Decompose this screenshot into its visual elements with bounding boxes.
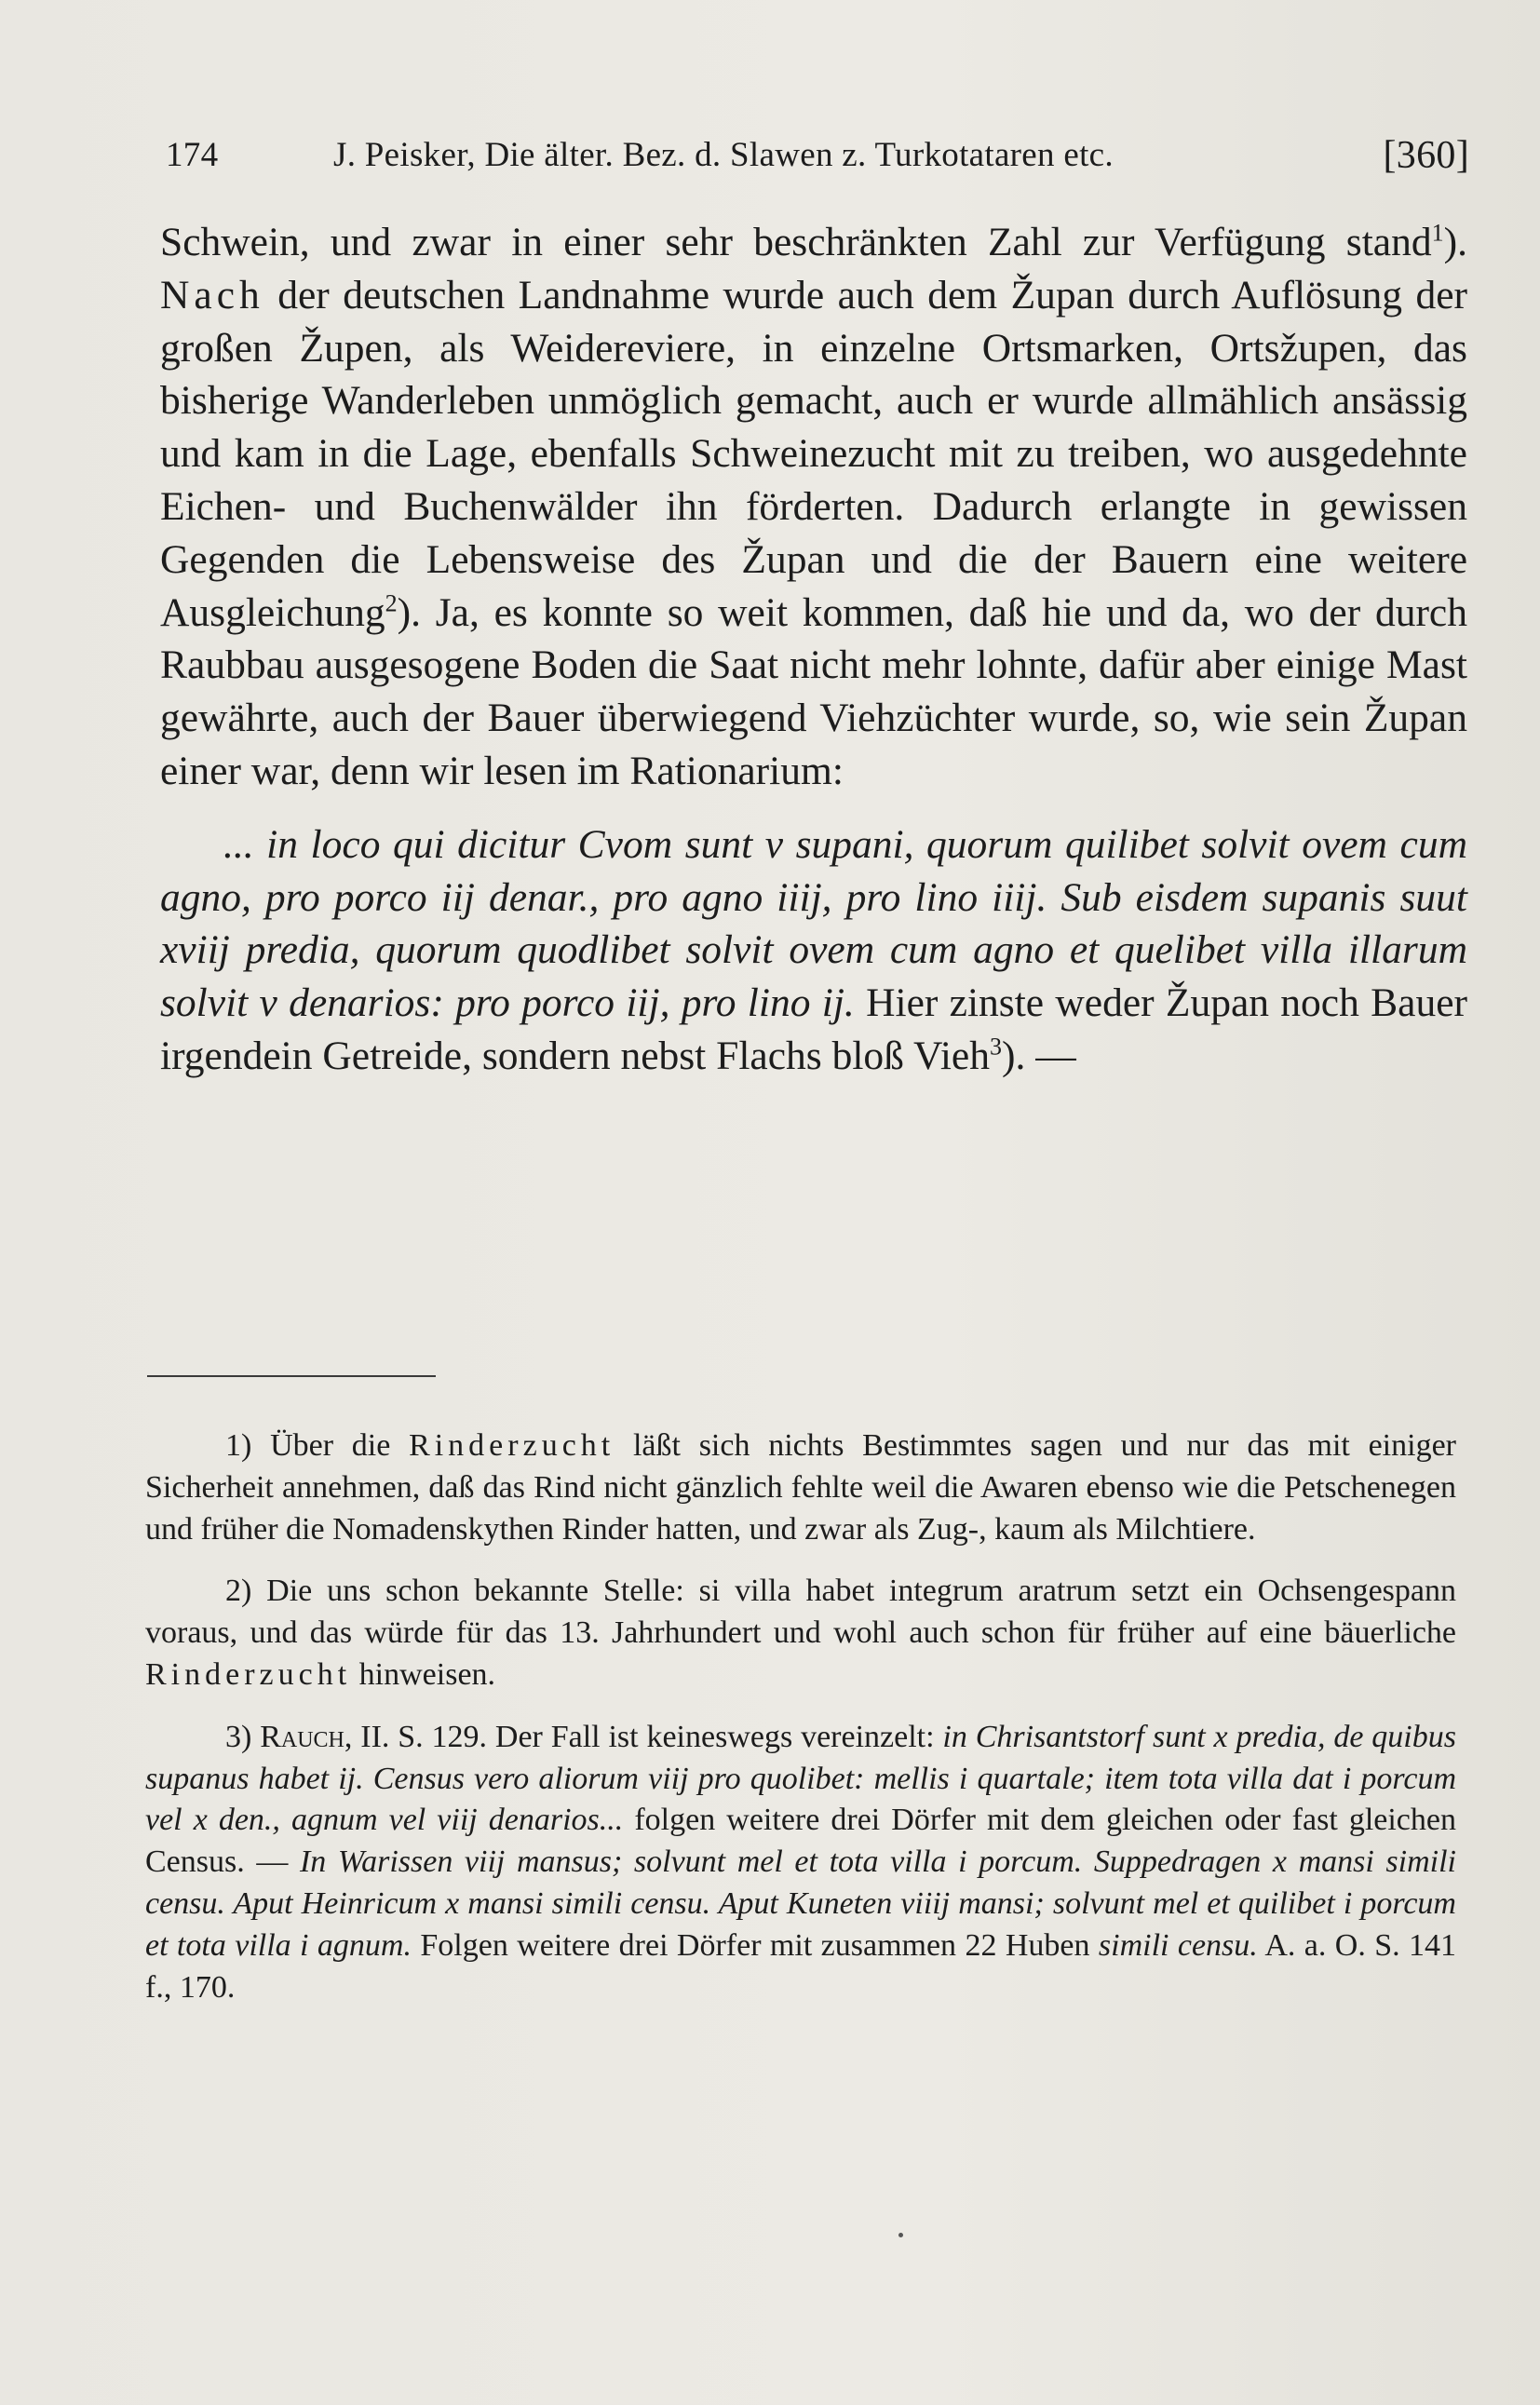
text-run: 2) Die uns schon bekannte Stelle: si villa habet integrum aratrum setzt ein Ochsengespann voraus, und das würde für das 13. Jahrhundert und wohl auch schon für früher auf eine bäuerliche <box>145 1574 1456 1651</box>
spaced-word: Rinderzucht <box>409 1428 615 1463</box>
page-number: 174 <box>166 136 219 174</box>
ink-speck <box>898 2233 903 2237</box>
text-run: läßt sich nichts Bestimmtes sagen und nur das mit einiger Sicherheit annehmen, daß das Rind nicht gänzlich fehlte weil die Awaren ebenso wie die Petschenegen und früher die Nomadenskythen Rinder hatten, und zwar als Zug-, kaum als Milchtiere. <box>145 1428 1456 1547</box>
main-text <box>160 216 1467 1083</box>
text-run: A. a. O. S. 141 f., 170. <box>145 1927 1457 2005</box>
text-run: 3) <box>225 1719 261 1754</box>
text-run: ). <box>1443 220 1467 264</box>
text-run: Hier zinste weder Župan noch Bauer irgendein Getreide, sondern nebst Flachs bloß Vieh <box>160 980 1467 1078</box>
footnote-1 <box>145 1425 1456 1550</box>
paragraph <box>160 216 1467 798</box>
spaced-word: Rinderzucht <box>145 1656 352 1692</box>
text-run: hinweisen. <box>351 1656 496 1692</box>
latin-quotation <box>160 818 1467 1083</box>
text-run: Schwein, und zwar in einer sehr beschränkten Zahl zur Verfügung stand <box>160 220 1432 264</box>
footnotes <box>145 1425 1456 2029</box>
running-title: J. Peisker, Die älter. Bez. d. Slawen z. Turkotataren etc. <box>333 136 1114 174</box>
running-header <box>166 126 1469 182</box>
text-run: ). Ja, es konnte so weit kommen, daß hie und da, wo der durch Raubbau ausgesogene Boden die Saat nicht mehr lohnte, dafür aber einige Mast gewährte, auch der Bauer überwiegend Viehzüchter wurde, so, wie sein Župan einer war, denn wir lesen im Rationarium: <box>160 589 1467 793</box>
text-run: folgen weitere drei Dörfer mit dem gleichen oder fast gleichen Census. — <box>145 1803 1456 1880</box>
footnote-rule <box>147 1375 436 1377</box>
footnote-ref: 2 <box>385 589 398 617</box>
text-run: der deutschen Landnahme wurde auch dem Župan durch Auflösung der großen Župen, als Weidereviere, in einzelne Ortsmarken, Ortsžupen, das bisherige Wanderleben unmöglich gemacht, auch er wurde allmählich ansässig und kam in die Lage, ebenfalls Schweinezucht mit zu treiben, wo ausgedehnte Eichen- und Buchenwälder ihn förderten. Dadurch erlangte in gewissen Gegenden die Lebensweise des Župan und die der Bauern eine weitere Ausgleichung <box>160 272 1467 635</box>
footnote-ref: 3 <box>989 1033 1002 1061</box>
latin-text: simili censu. <box>1098 1927 1258 1963</box>
footnote-3 <box>145 1717 1456 2009</box>
author-name: Rauch <box>260 1719 344 1754</box>
footnote-2 <box>145 1571 1456 1696</box>
bracket-page-number: [360] <box>1383 134 1469 177</box>
latin-text: in Chrisantstorf sunt x predia, de quibus supanus habet ij. Census vero aliorum viij pro quolibet: mellis i quartale; item tota villa dat i porcum vel x den., agnum vel viij denarios... <box>145 1719 1456 1838</box>
text-run: , II. S. 129. Der Fall ist keineswegs vereinzelt: <box>344 1719 943 1754</box>
spaced-word: Nach <box>160 272 264 318</box>
text-run: 1) Über die <box>225 1428 410 1463</box>
footnote-ref: 1 <box>1431 219 1444 247</box>
latin-text: ... in loco qui dicitur Cvom sunt v supani, quorum quilibet solvit ovem cum agno, pro porco iij denar., pro agno iiij, pro lino iiij. Sub eisdem supanis suut xviij predia, quorum quodlibet solvit ovem cum agno et quelibet villa illarum solvit v denarios: pro porco iij, pro lino ij. <box>160 821 1467 1026</box>
latin-text: In Warissen viij mansus; solvunt mel et tota villa i porcum. Suppedragen x mansi simili censu. Aput Heinricum x mansi simili censu. Aput Kuneten viiij mansi; solvunt mel et quilibet i porcum et tota villa i agnum. <box>145 1844 1456 1963</box>
text-run: ). — <box>1001 1033 1076 1078</box>
text-run: Folgen weitere drei Dörfer mit zusammen 22 Huben <box>411 1927 1099 1963</box>
